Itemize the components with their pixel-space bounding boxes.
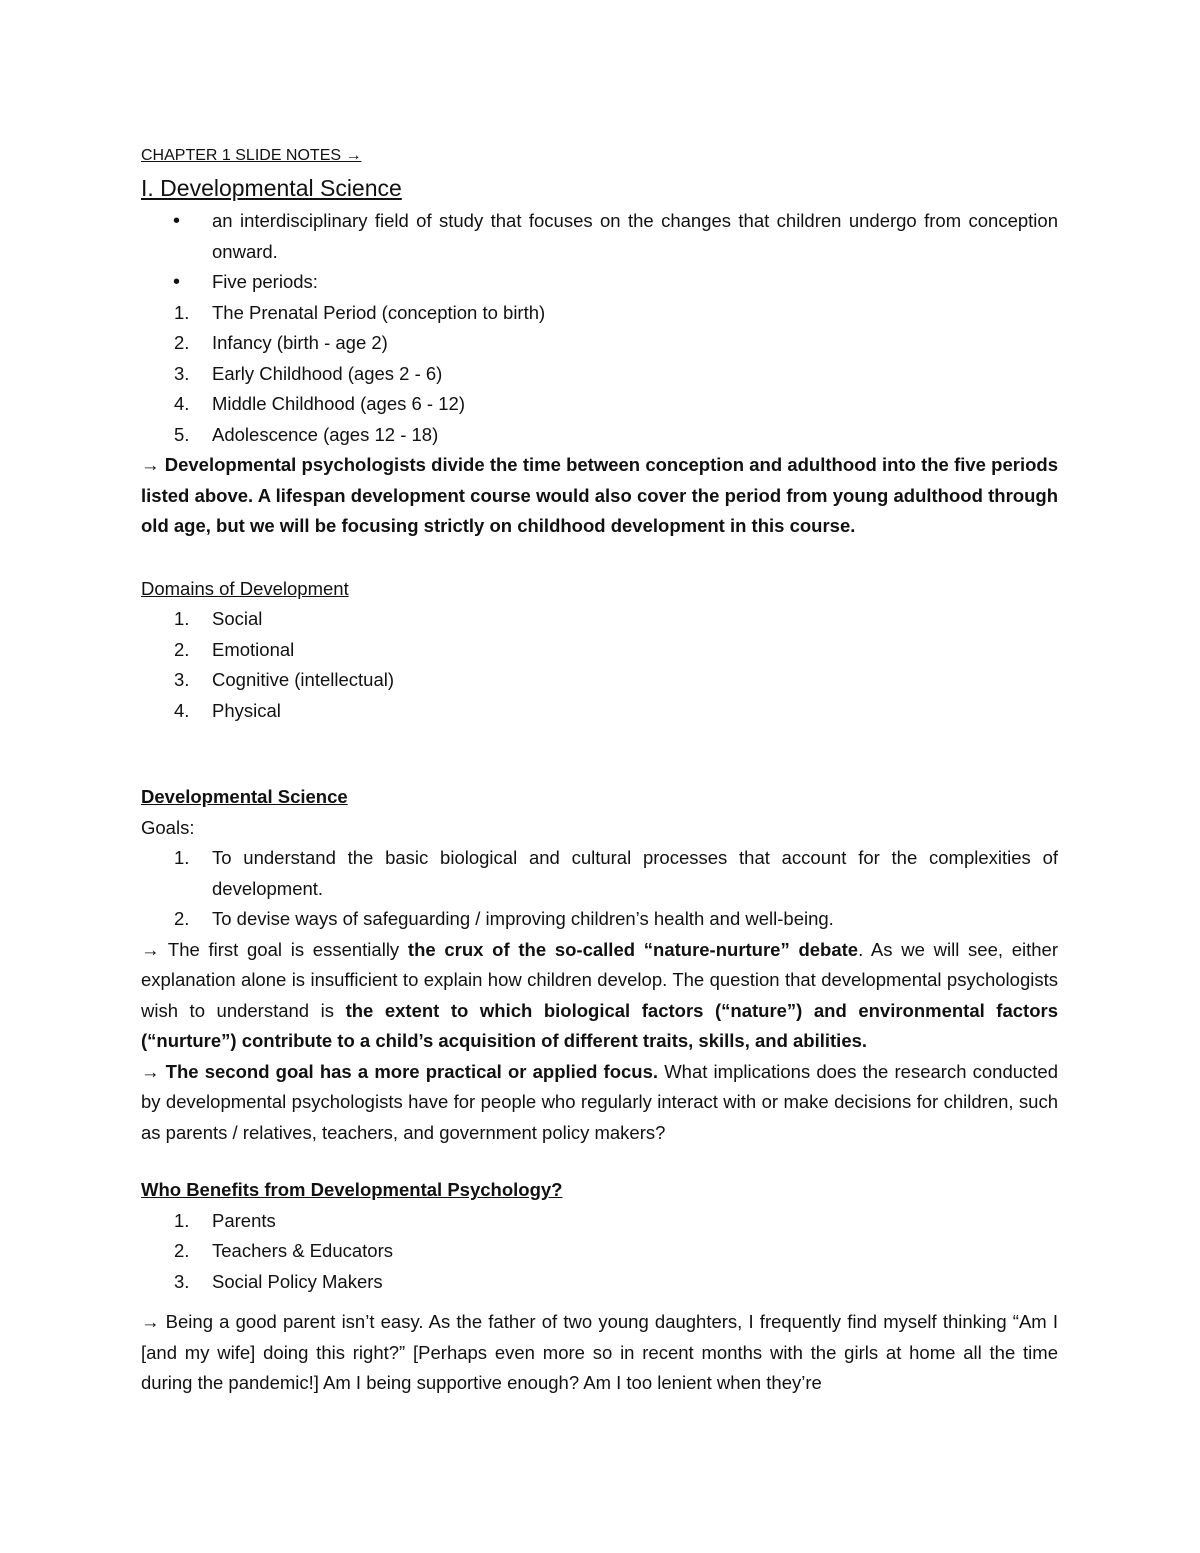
list-item: • Five periods: (141, 267, 1058, 298)
list-item: • an interdisciplinary field of study that focuses on the changes that children undergo from conception onward. (141, 206, 1058, 267)
section-title: I. Developmental Science (141, 175, 402, 201)
definition-list (141, 206, 1058, 298)
list-item: 3. Cognitive (intellectual) (174, 669, 395, 690)
list-item: 1. The Prenatal Period (conception to birth) (174, 301, 546, 323)
periods-list (141, 298, 1058, 451)
domains-list (141, 604, 1058, 726)
list-item: 1. To understand the basic biological and cultural processes that account for the complexities of development. (174, 847, 1058, 899)
benefits-heading: Who Benefits from Developmental Psychology? (141, 1179, 563, 1200)
chapter-heading (141, 142, 1058, 170)
list-item: 1. Social (174, 608, 263, 629)
list-item: 2. Emotional (174, 638, 295, 660)
list-item: 3. Social Policy Makers (174, 1270, 383, 1292)
goals-list (141, 843, 1058, 935)
parenting-note: → Being a good parent isn’t easy. As the father of two young daughters, I frequently find myself thinking “Am I [and my wife] doing this right?” [Perhaps even more so in recent months with the girls at home all the time during the pandemic!] Am I being supportive enough? Am I too lenient when they’re (141, 1311, 1058, 1393)
list-item: 2. Infancy (birth - age 2) (174, 332, 388, 353)
benefits-list (141, 1206, 1058, 1298)
list-item: 2. Teachers & Educators (174, 1240, 393, 1261)
list-item: 5. Adolescence (ages 12 - 18) (174, 423, 439, 445)
list-item: 4. Physical (174, 699, 281, 721)
list-item: 3. Early Childhood (ages 2 - 6) (174, 362, 443, 384)
domains-heading: Domains of Development (141, 577, 349, 599)
goals-label: Goals: (141, 816, 195, 838)
list-item: 2. To devise ways of safeguarding / improving children’s health and well-being. (174, 908, 834, 929)
arrow-icon: → (345, 147, 362, 164)
chapter-title: CHAPTER 1 SLIDE NOTES (141, 147, 342, 164)
periods-note: → Developmental psychologists divide the time between conception and adulthood into the five periods listed above. A lifespan development course would also cover the period from young adulthood through old age, but we will be focusing strictly on childhood development in this course. (141, 454, 1058, 536)
dev-science-heading: Developmental Science (141, 786, 348, 807)
list-item: 1. Parents (174, 1209, 276, 1231)
list-item: 4. Middle Childhood (ages 6 - 12) (174, 393, 465, 414)
goal-two-note: → The second goal has a more practical or applied focus. What implications does the research conducted by developmental psychologists have for people who regularly interact with or make decisions for children, such as parents / relatives, teachers, and government policy makers? (141, 1060, 1059, 1143)
page-content (141, 142, 1058, 1399)
goal-one-note: → The first goal is essentially the crux of the so-called “nature-nurture” debate. As we will see, either explanation alone is insufficient to explain how children develop. The question that developmental psychologists wish to understand is the extent to which biological factors (“nature”) and environmental factors (“nurture”) contribute to a child’s acquisition of different traits, skills, and abilities. (141, 938, 1058, 1051)
